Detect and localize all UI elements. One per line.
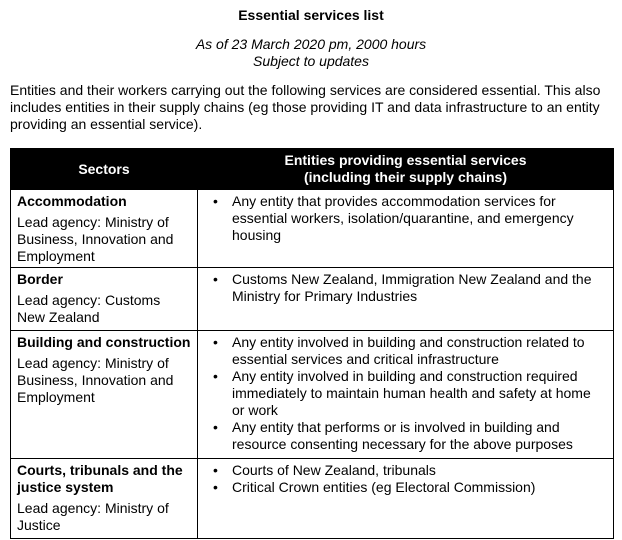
sector-name: Building and construction: [17, 334, 191, 350]
sector-cell: [11, 190, 198, 268]
sector-name: Border: [17, 271, 63, 287]
sectors-column-header: Sectors: [11, 149, 198, 190]
entities-cell: [198, 268, 614, 331]
table-row: [11, 331, 614, 459]
sector-cell: [11, 268, 198, 331]
entities-cell: [198, 331, 614, 459]
document-date: As of 23 March 2020 pm, 2000 hours: [195, 36, 427, 52]
table-header-row: [11, 149, 614, 190]
document-title: Essential services list: [238, 7, 384, 23]
lead-agency: Lead agency: Customs New Zealand: [17, 292, 161, 325]
entities-header-line1: Entities providing essential services: [284, 152, 527, 168]
lead-agency: Lead agency: Ministry of Business, Innovation and Employment: [17, 214, 174, 264]
list-item: • Any entity that provides accommodation services for essential workers, isolation/quarantine, and emergency housing: [204, 193, 607, 244]
intro-paragraph: Entities and their workers carrying out the following services are considered essential. This also includes entities in their supply chains (eg those providing IT and data infrastructure to an entity providing an essential service).: [10, 82, 601, 132]
lead-agency: Lead agency: Ministry of Justice: [17, 500, 169, 533]
document-status-note: Subject to updates: [253, 53, 369, 69]
sector-name: Accommodation: [17, 193, 127, 209]
sector-cell: [11, 459, 198, 539]
list-item: • Critical Crown entities (eg Electoral Commission): [204, 479, 607, 496]
table-row: [11, 268, 614, 331]
entities-cell: [198, 459, 614, 539]
essential-services-table: [10, 148, 614, 539]
entities-cell: [198, 190, 614, 268]
entities-column-header: [198, 149, 614, 190]
sector-cell: [11, 331, 198, 459]
table-row: [11, 190, 614, 268]
table-row: [11, 459, 614, 539]
sector-name: Courts, tribunals and the justice system: [17, 462, 183, 495]
lead-agency: Lead agency: Ministry of Business, Innovation and Employment: [17, 355, 174, 405]
list-item: • Courts of New Zealand, tribunals: [204, 462, 607, 479]
list-item: • Any entity involved in building and construction required immediately to maintain human health and safety at home or work: [204, 368, 607, 419]
entities-header-line2: (including their supply chains): [303, 169, 507, 185]
list-item: • Any entity that performs or is involved in building and resource consenting necessary for the above purposes: [204, 419, 607, 453]
list-item: • Any entity involved in building and construction related to essential services and critical infrastructure: [204, 334, 607, 368]
list-item: • Customs New Zealand, Immigration New Zealand and the Ministry for Primary Industries: [204, 271, 607, 305]
